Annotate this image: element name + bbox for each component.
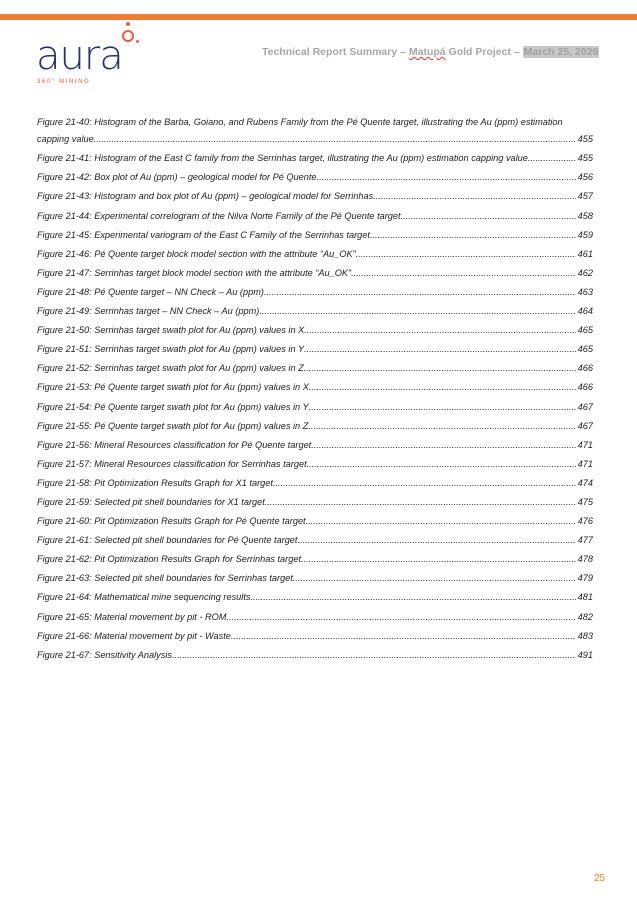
toc-entry-page[interactable]: 476: [577, 516, 593, 527]
toc-entry-title-wrap: [37, 265, 576, 282]
toc-entry-title-wrap: [37, 609, 576, 626]
toc-entry-page[interactable]: 459: [577, 229, 593, 240]
logo-tagline: 360° MINING: [37, 79, 91, 85]
toc-entry[interactable]: [37, 532, 593, 549]
toc-entry-title[interactable]: Figure 21-44: Experimental correlogram of the Nilva Norte Family of the Pé Quente target .....: [37, 211, 401, 221]
toc-entry[interactable]: [37, 227, 593, 244]
toc-entry-page[interactable]: 482: [577, 611, 593, 622]
toc-entry-page[interactable]: 458: [577, 210, 593, 221]
toc-entry[interactable]: [37, 628, 593, 645]
toc-entry-title-wrap: [37, 647, 576, 664]
toc-entry-page[interactable]: 455: [577, 134, 593, 145]
logo-dot: [126, 22, 130, 26]
toc-entry-title[interactable]: Figure 21-46: Pé Quente target block model section with the attribute “Au_OK” .....: [37, 249, 356, 259]
toc-entry-title[interactable]: Figure 21-50: Serrinhas target swath plot for Au (ppm) values in X .....: [37, 325, 304, 335]
toc-entry-title-wrap: [37, 322, 576, 339]
toc-entry-title-wrap: [37, 150, 576, 167]
toc-entry-title-wrap: [37, 360, 576, 377]
toc-entry[interactable]: [37, 265, 593, 282]
toc-entry-title[interactable]: Figure 21-57: Mineral Resources classification for Serrinhas target .....: [37, 459, 307, 469]
toc-entry-page[interactable]: 475: [577, 496, 593, 507]
toc-entry[interactable]: [37, 360, 593, 377]
toc-entry-title[interactable]: Figure 21-53: Pé Quente target swath plot for Au (ppm) values in X .....: [37, 382, 309, 392]
toc-entry-title[interactable]: Figure 21-63: Selected pit shell boundaries for Serrinhas target .....: [37, 573, 293, 583]
toc-entry-page[interactable]: 462: [577, 267, 593, 278]
toc-entry[interactable]: [37, 551, 593, 568]
toc-entry-title[interactable]: Figure 21-43: Histogram and box plot of Au (ppm) – geological model for Serrinhas .....: [37, 191, 373, 201]
toc-entry[interactable]: [37, 589, 593, 606]
header-project-name: Matupá: [408, 46, 446, 58]
toc-entry-page[interactable]: 471: [577, 458, 593, 469]
toc-entry[interactable]: [37, 609, 593, 626]
toc-entry-title-wrap: [37, 341, 576, 358]
toc-entry-title[interactable]: Figure 21-47: Serrinhas target block model section with the attribute “Au_OK” .....: [37, 268, 351, 278]
toc-entry[interactable]: [37, 284, 593, 301]
toc-entry-title[interactable]: Figure 21-49: Serrinhas target – NN Check – Au (ppm) .....: [37, 306, 259, 316]
toc-entry-title[interactable]: Figure 21-59: Selected pit shell boundaries for X1 target .....: [37, 497, 265, 507]
header-date: March 25, 2026: [523, 46, 599, 58]
toc-entry-page[interactable]: 457: [577, 191, 593, 202]
toc-entry-page[interactable]: 478: [577, 554, 593, 565]
toc-entry-page[interactable]: 466: [577, 382, 593, 393]
toc-entry-title[interactable]: Figure 21-52: Serrinhas target swath plot for Au (ppm) values in Z .....: [37, 363, 304, 373]
toc-entry-title-wrap: [37, 456, 576, 473]
aura-logo: [36, 22, 126, 88]
logo-wordmark: aura: [36, 33, 123, 79]
toc-entry-title-wrap: [37, 628, 576, 645]
toc-entry-title-wrap: [37, 475, 576, 492]
toc-entry-page[interactable]: 481: [577, 592, 593, 603]
toc-entry-title[interactable]: Figure 21-42: Box plot of Au (ppm) – geological model for Pé Quente .....: [37, 172, 317, 182]
toc-entry[interactable]: [37, 475, 593, 492]
header-title-middle: Gold Project –: [445, 46, 523, 58]
toc-entry-title-wrap: [37, 208, 576, 225]
toc-entry[interactable]: [37, 169, 593, 186]
toc-entry-title-wrap: [37, 551, 576, 568]
toc-entry-title[interactable]: Figure 21-62: Pit Optimization Results Graph for Serrinhas target .....: [37, 554, 301, 564]
toc-entry-title[interactable]: Figure 21-55: Pé Quente target swath plot for Au (ppm) values in Z .....: [37, 421, 308, 431]
toc-entry-title[interactable]: Figure 21-54: Pé Quente target swath plot for Au (ppm) values in Y .....: [37, 402, 309, 412]
toc-entry-title-wrap: [37, 284, 576, 301]
document-header-title: [262, 46, 599, 58]
header-accent-bar: [0, 14, 637, 20]
list-of-figures: [37, 114, 593, 666]
toc-entry-page[interactable]: 466: [577, 363, 593, 374]
toc-entry-title[interactable]: Figure 21-48: Pé Quente target – NN Check – Au (ppm) .....: [37, 287, 264, 297]
toc-entry-page[interactable]: 455: [577, 153, 593, 164]
toc-entry-title[interactable]: Figure 21-51: Serrinhas target swath plot for Au (ppm) values in Y .....: [37, 344, 304, 354]
toc-entry[interactable]: [37, 437, 593, 454]
toc-entry-title[interactable]: Figure 21-64: Mathematical mine sequencing results. .....: [37, 592, 253, 602]
toc-entry-title-wrap: [37, 570, 576, 587]
toc-entry[interactable]: [37, 456, 593, 473]
toc-entry-page[interactable]: 465: [577, 344, 593, 355]
toc-entry-title-wrap: [37, 246, 576, 263]
toc-entry[interactable]: [37, 399, 593, 416]
toc-entry-page[interactable]: 463: [577, 286, 593, 297]
toc-entry[interactable]: [37, 150, 593, 167]
toc-entry[interactable]: [37, 341, 593, 358]
toc-entry-title[interactable]: Figure 21-40: Histogram of the Barba, Goiano, and Rubens Family from the Pé Quente target, illustrating the Au (ppm) estimation capping value .....: [37, 117, 563, 144]
toc-entry-page[interactable]: 471: [577, 439, 593, 450]
toc-entry[interactable]: [37, 303, 593, 320]
toc-entry-title-wrap: [37, 589, 576, 606]
toc-entry[interactable]: [37, 246, 593, 263]
toc-entry-page[interactable]: 464: [577, 306, 593, 317]
toc-entry[interactable]: [37, 188, 593, 205]
toc-entry-page[interactable]: 467: [577, 401, 593, 412]
logo-dot: [136, 40, 139, 43]
toc-entry[interactable]: [37, 494, 593, 511]
toc-entry-title[interactable]: Figure 21-56: Mineral Resources classification for Pé Quente target .....: [37, 440, 311, 450]
toc-entry[interactable]: [37, 379, 593, 396]
page-number: 25: [594, 873, 606, 884]
toc-entry-title[interactable]: Figure 21-67: Sensitivity Analysis. .....: [37, 650, 175, 660]
toc-entry-title-wrap: [37, 188, 576, 205]
toc-entry-page[interactable]: 465: [577, 325, 593, 336]
toc-entry-title[interactable]: Figure 21-45: Experimental variogram of the East C Family of the Serrinhas target .....: [37, 230, 370, 240]
toc-entry-title-wrap: [37, 379, 576, 396]
toc-entry-title[interactable]: Figure 21-61: Selected pit shell boundaries for Pé Quente target .....: [37, 535, 297, 545]
toc-entry-title[interactable]: Figure 21-41: Histogram of the East C family from the Serrinhas target, illustrating the Au (ppm) estimation capping value .....: [37, 153, 528, 163]
toc-entry[interactable]: [37, 570, 593, 587]
toc-entry-title-wrap: [37, 169, 576, 186]
toc-entry[interactable]: [37, 513, 593, 530]
toc-entry-title-wrap: [37, 114, 576, 148]
toc-entry[interactable]: [37, 114, 593, 148]
toc-entry-title-wrap: [37, 418, 576, 435]
toc-entry-title[interactable]: Figure 21-65: Material movement by pit - ROM .....: [37, 612, 226, 622]
toc-entry-title[interactable]: Figure 21-60: Pit Optimization Results Graph for Pé Quente target .....: [37, 516, 306, 526]
toc-entry-title[interactable]: Figure 21-66: Material movement by pit - Waste .....: [37, 631, 231, 641]
toc-entry-page[interactable]: 483: [577, 630, 593, 641]
toc-entry[interactable]: [37, 418, 593, 435]
toc-entry-page[interactable]: 477: [577, 535, 593, 546]
toc-entry-page[interactable]: 456: [577, 172, 593, 183]
header-title-prefix: Technical Report Summary –: [262, 46, 409, 58]
toc-entry[interactable]: [37, 322, 593, 339]
toc-entry-title-wrap: [37, 227, 576, 244]
toc-entry[interactable]: [37, 647, 593, 664]
toc-entry-page[interactable]: 479: [577, 573, 593, 584]
toc-entry-title-wrap: [37, 513, 576, 530]
toc-entry-title[interactable]: Figure 21-58: Pit Optimization Results Graph for X1 target .....: [37, 478, 273, 488]
toc-entry-title-wrap: [37, 532, 576, 549]
toc-entry-title-wrap: [37, 437, 576, 454]
toc-entry[interactable]: [37, 208, 593, 225]
logo-ring: [122, 30, 134, 42]
toc-entry-title-wrap: [37, 399, 576, 416]
toc-entry-page[interactable]: 474: [577, 477, 593, 488]
toc-entry-page[interactable]: 467: [577, 420, 593, 431]
toc-entry-title-wrap: [37, 303, 576, 320]
toc-entry-page[interactable]: 491: [577, 649, 593, 660]
toc-entry-title-wrap: [37, 494, 576, 511]
toc-entry-page[interactable]: 461: [577, 248, 593, 259]
